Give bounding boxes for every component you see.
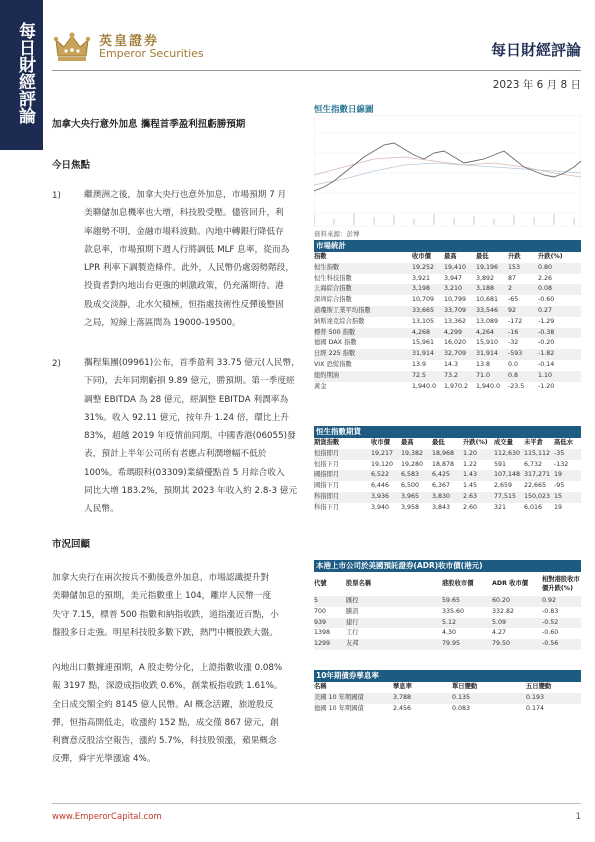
footer-website-link[interactable]: www.EmperorCapital.com [52,812,162,822]
table-cell: 3.788 [393,693,452,704]
table-cell: 4.30 [442,629,457,637]
table-cell: 5.09 [492,618,542,629]
text-line: 全日成交額全約 8145 億人民幣。AI 概念活躍，旅遊股反 [52,699,274,710]
text-line: 利寶意反股沽空報告，漲約 5.7%，科技股領漲，蘋果概念 [52,736,277,747]
table-cell: 恒指下月 [314,460,340,468]
column-header: 高低水 [554,439,573,446]
table-row [314,360,581,371]
adr-table [314,560,581,650]
table-row [314,349,581,360]
table-cell: -23.5 [508,382,525,390]
table-cell: 3,965 [401,492,432,503]
table-cell: 0.8 [508,371,538,382]
column-header: 最低 [476,253,489,260]
table-cell: 1.10 [538,371,581,382]
table-row [314,693,581,704]
table-cell: -0.38 [538,328,581,339]
column-header: 最高 [401,439,414,446]
adr-body [314,596,581,650]
table-cell: 3,940 [371,503,390,511]
table-cell: 6,425 [432,470,463,481]
table-cell: 工行 [346,629,359,637]
table-cell: 4.27 [492,629,507,637]
table-cell: 納斯達克綜合指數 [314,317,365,325]
focus-item-2 [84,354,304,519]
text-line: LPR 利率下調製造條件。此外，人民幣仍處弱勢階段， [84,263,295,274]
table-cell: 19,120 [371,460,394,468]
table-header-row [314,438,581,449]
table-row [314,503,581,514]
table-cell: 15 [554,492,581,503]
column-header: 代號 [314,579,327,587]
table-cell: 16,020 [444,339,467,347]
table-cell: 1.22 [463,460,478,468]
table-cell: 1.20 [463,449,494,460]
table-cell: 科指即月 [314,492,371,503]
column-header: 最高 [444,253,457,260]
table-row [314,704,581,715]
table-cell: 科指下月 [314,503,340,511]
table-cell: 2.63 [463,492,494,503]
table-row [314,274,581,285]
text-line: 31%。收入 92.11 億元，按年升 1.24 倍，環比上升 [84,412,289,423]
table-cell: 6,732 [524,460,543,468]
market-stats-body [314,263,581,393]
side-title: 每日財經評論 [15,22,35,124]
table-cell: 1.45 [463,482,478,490]
table-cell: 恒指即月 [314,449,371,460]
table-cell: 4,264 [476,328,508,339]
table-cell: 3,958 [401,503,420,511]
table-cell: -593 [508,349,538,360]
table-cell: 22,665 [524,482,547,490]
text-line: 內地出口數據連預期，A 股走勢分化，上證指數收漲 0.08% [52,663,283,673]
table-cell: 4,268 [412,328,444,339]
table-row [314,628,581,639]
market-stats-title: 市場統計 [314,240,581,252]
table-cell: 1,970.2 [444,382,469,390]
table-cell: 13,362 [444,317,467,325]
text-line: 投資者對內地出台更強的刺激政策，仍充滿期待。港 [84,281,284,292]
table-cell: 恒生科技指數 [314,274,352,282]
table-cell: 3,198 [412,284,444,295]
bond-yield-title: 10年期債券孳息率 [314,670,581,682]
table-cell: 32,709 [444,349,476,360]
market-review-paragraph-1 [52,569,304,642]
table-cell: 美國 10 年期國債 [314,693,393,704]
text-line: 美聯儲加息的預期，美元指數重上 104，離岸人民幣一度 [52,591,272,602]
table-cell: 13.8 [476,360,491,368]
table-cell: -172 [508,317,523,325]
text-line: 攜程集團(09961)公布，首季盈利 33.75 億元(人民幣， [84,358,300,368]
table-cell: -0.14 [538,360,555,368]
column-header: 升跌(%) [463,439,488,446]
table-cell: 19,280 [401,460,424,468]
table-cell: 18,968 [432,449,463,460]
table-cell: 77,515 [494,492,524,503]
table-cell: 標普 500 指數 [314,328,412,339]
column-header: 孳息率 [393,683,412,690]
table-cell: 19,217 [371,449,401,460]
table-cell: 3,936 [371,492,401,503]
table-row [314,460,581,471]
table-cell: -1.82 [538,349,581,360]
column-header: 名稱 [314,683,327,690]
table-cell: 6,522 [371,470,401,481]
table-cell: 92 [508,306,538,317]
table-cell: 13,105 [412,317,435,325]
text-line: 反彈，舜宇光學漲逾 4%。 [52,754,156,765]
table-cell: -32 [508,339,519,347]
table-cell: 14.3 [444,360,459,368]
table-cell: 0.174 [526,704,545,712]
table-cell: 1398 [314,629,331,637]
market-review-title: 市況回顧 [52,539,91,550]
table-cell: 31,914 [476,349,508,360]
table-row [314,338,581,349]
table-cell: 153 [508,263,538,274]
table-cell: 0.193 [526,693,581,704]
table-row [314,607,581,618]
table-cell: 33,546 [476,306,508,317]
text-line: 率趨勢不明，金融市場料波動。內地中轉銀行降低存 [84,226,284,237]
table-cell: 建行 [346,618,442,629]
table-cell: -0.52 [542,618,581,629]
column-header: 最低 [432,439,445,446]
table-header-row [314,682,581,693]
table-cell: 2.456 [393,704,412,712]
table-header-row [314,252,581,263]
table-cell: -132 [554,460,569,468]
text-line: 下同)，去年同期虧損 9.89 億元，勝預期。第一季度經 [84,376,295,387]
chart-title: 恒生指數日線圖 [314,105,374,115]
table-cell: 0.0 [508,360,519,368]
table-cell: -35 [554,449,581,460]
table-row [314,449,581,460]
market-stats-table [314,240,581,392]
table-cell: 友邦 [346,639,442,650]
table-header-row [314,572,581,596]
table-cell: 10,681 [476,296,499,304]
text-line: 表，預計上半年公司所有者應占利潤增幅不低於 [84,449,267,460]
table-row [314,618,581,629]
table-cell: 79.50 [492,639,542,650]
table-row [314,470,581,481]
table-cell: 107,148 [494,470,524,481]
table-cell: 1,940.0 [476,382,501,390]
table-cell: 0.083 [452,704,471,712]
text-line: 美聯儲加息機率也大增，科技股受壓。儘管回升，利 [84,208,284,219]
page-number: 1 [575,812,581,822]
table-cell: VIX 恐慌指數 [314,360,352,368]
table-row [314,481,581,492]
table-row [314,306,581,317]
table-row [314,596,581,607]
table-cell: 79.95 [442,639,492,650]
brand-name-english: Emperor Securities [99,47,204,60]
focus-item-number: 2) [52,359,61,369]
column-header: 升跌 [508,253,521,260]
footer-divider [52,803,581,804]
table-cell: 0.80 [538,263,581,274]
table-cell: 112,630 [494,449,524,460]
table-cell: 700 [314,607,327,615]
column-header: 收市價 [412,253,431,260]
column-header: 指數 [314,253,327,260]
table-cell: 國指下月 [314,482,340,490]
table-cell: 3,947 [444,274,463,282]
text-line: 款息率，市場預期下週人行將調低 MLF 息率，從而為 [84,244,290,255]
table-row [314,317,581,328]
table-cell: 15,961 [412,339,435,347]
table-cell: 71.0 [476,371,508,382]
table-cell: 87 [508,274,517,282]
column-header: ADR 收市價 [492,579,529,587]
table-cell: 60.20 [492,596,542,607]
hsi-candlestick-chart [314,115,581,227]
table-cell: 4,299 [444,328,476,339]
crown-logo-icon [52,30,92,64]
text-line: 盤股多日走強。明星科技股多數下跌，熱門中概股跌大盤。 [52,627,278,638]
table-cell: -0.60 [538,296,555,304]
text-line: 調整 EBITDA 為 28 億元，經調整 EBITDA 利潤率為 [84,394,289,405]
table-cell: 0.08 [538,284,581,295]
table-cell: 3,892 [476,274,495,282]
text-line: 之局，短線上落區間為 19000-19500。 [84,318,241,329]
table-cell: 33,709 [444,306,476,317]
table-cell: 150,023 [524,492,554,503]
market-review-paragraph-2 [52,659,304,769]
table-cell: 3,843 [432,503,451,511]
text-line: 83%，超越 2019 年疫情前同期。中國香港(06055)發 [84,431,296,442]
table-cell: 2 [508,284,538,295]
table-cell: 日經 225 指數 [314,349,412,360]
text-line: 加拿大央行在兩次按兵不動後意外加息，市場認識提升對 [52,573,270,583]
table-cell: 33,665 [412,306,444,317]
chart-source: 資料來源：彭博 [314,230,360,238]
table-cell: 2.26 [538,274,553,282]
table-cell: 59.65 [442,596,492,607]
table-row [314,639,581,650]
table-cell: 0.135 [452,693,526,704]
table-cell: 19,252 [412,263,444,274]
focus-section-title: 今日焦點 [52,160,91,171]
table-row [314,263,581,274]
table-cell: 15,910 [476,339,499,347]
table-cell: 1.43 [463,470,494,481]
column-header: 收市價 [371,439,390,446]
column-header: 期貨指數 [314,439,340,446]
focus-item-1 [84,186,304,332]
table-cell: 19 [554,470,581,481]
headline: 加拿大央行意外加息 攜程首季盈利扭虧勝預期 [52,119,246,130]
column-header: 單日變動 [452,683,478,690]
table-cell: 6,016 [524,503,543,511]
table-cell: 6,367 [432,482,451,490]
text-line: 繼澳洲之後，加拿大央行也意外加息，市場預期 7 月 [84,190,287,200]
text-line: 100%。希瑪眼科(03309)業績優點首 5 月綜合收入 [84,467,285,478]
table-cell: 德國 DAX 指數 [314,339,357,347]
table-cell: 黃金 [314,382,327,390]
table-cell: 317,271 [524,470,554,481]
table-cell: 335.60 [442,607,465,615]
table-cell: 1299 [314,639,346,650]
table-cell: 0.92 [542,596,581,607]
bond-yield-body [314,693,581,715]
table-cell: -65 [508,296,519,304]
table-cell: 19,196 [476,263,508,274]
column-header: 港股收市價 [442,579,474,587]
table-cell: 深圳綜合指數 [314,296,352,304]
table-cell: -0.83 [542,607,559,615]
table-cell: 3,210 [444,284,476,295]
text-line: 報 3197 點，深證成指收跌 0.6%，創業板指收跌 1.61%。 [52,681,283,692]
table-cell: 332.82 [492,607,515,615]
report-title: 每日財經評論 [490,41,581,59]
table-cell: 10,709 [412,296,435,304]
table-cell: 3,188 [476,284,508,295]
table-cell: 6,446 [371,482,390,490]
table-cell: -0.60 [542,629,559,637]
table-cell: 1,940.0 [412,382,437,390]
bond-yield-table [314,670,581,714]
table-cell: 德國 10 年期國債 [314,704,364,712]
report-date: 2023 年 6 月 8 日 [492,79,581,91]
table-cell: 上海綜合指數 [314,284,412,295]
table-cell: -16 [508,328,538,339]
futures-title: 恒生指數期貨 [314,426,581,438]
table-cell: 19,410 [444,263,476,274]
table-row [314,492,581,503]
text-line: 彈，恒指高開低走，收漲約 152 點，成交僅 867 億元，創 [52,717,279,728]
futures-table [314,426,581,514]
table-row [314,284,581,295]
table-cell: -1.20 [538,382,555,390]
header-divider [52,70,581,71]
adr-title: 本港上市公司於美國預託證券(ADR)收市價(港元) [314,560,581,572]
table-cell: 2,659 [494,482,513,490]
table-cell: -0.20 [538,339,555,347]
table-cell: 恒生指數 [314,263,412,274]
column-header: 股票名稱 [346,579,372,587]
focus-item-number: 1) [52,191,61,201]
table-cell: 國指即月 [314,470,371,481]
table-cell: 5.12 [442,618,492,629]
table-row [314,295,581,306]
table-cell: 道瓊斯工業平均指數 [314,306,412,317]
column-header: 未平倉 [524,439,543,446]
table-cell: 13.9 [412,360,427,368]
table-row [314,382,581,393]
text-line: 同比大增 183.2%，預期其 2023 年收入約 2.8-3 億元 [84,486,298,497]
text-line: 人民幣。 [84,504,119,515]
table-cell: 10,799 [444,296,467,304]
table-row [314,371,581,382]
column-header: 成交量 [494,439,513,446]
table-cell: 紐約期油 [314,371,412,382]
table-cell: -95 [554,482,565,490]
table-row [314,328,581,339]
table-cell: 19 [554,503,563,511]
table-cell: 3,921 [412,274,431,282]
text-line: 失守 7.15，標普 500 指數和納指收跌，道指漲近百點，小 [52,609,279,620]
table-cell: 73.2 [444,371,476,382]
table-cell: 72.5 [412,371,444,382]
column-header: 升跌(%) [538,253,563,260]
table-cell: 939 [314,618,346,629]
table-cell: 19,382 [401,449,432,460]
table-cell: 3,830 [432,492,463,503]
table-cell: 31,914 [412,349,444,360]
table-cell: 0.27 [538,306,581,317]
table-cell: 騰訊 [346,607,359,615]
table-cell: 6,500 [401,482,420,490]
table-cell: 321 [494,503,507,511]
column-header: 五日變動 [526,683,552,690]
futures-body [314,449,581,514]
table-cell: 13,089 [476,317,499,325]
table-cell: -1.29 [538,317,555,325]
table-cell: 5 [314,596,346,607]
table-cell: 115,112 [524,449,554,460]
table-cell: 2.60 [463,503,478,511]
table-cell: 18,878 [432,460,455,468]
brand-name-chinese: 英皇證券 [99,34,160,49]
table-cell: 匯控 [346,596,442,607]
text-line: 股成交淡靜，北水欠積極，恒指處技術性反彈後整固 [84,299,284,310]
table-cell: -0.56 [542,639,581,650]
table-cell: 591 [494,460,507,468]
table-cell: 6,583 [401,470,432,481]
column-header: 相對港股收市價升跌(%) [542,576,580,592]
